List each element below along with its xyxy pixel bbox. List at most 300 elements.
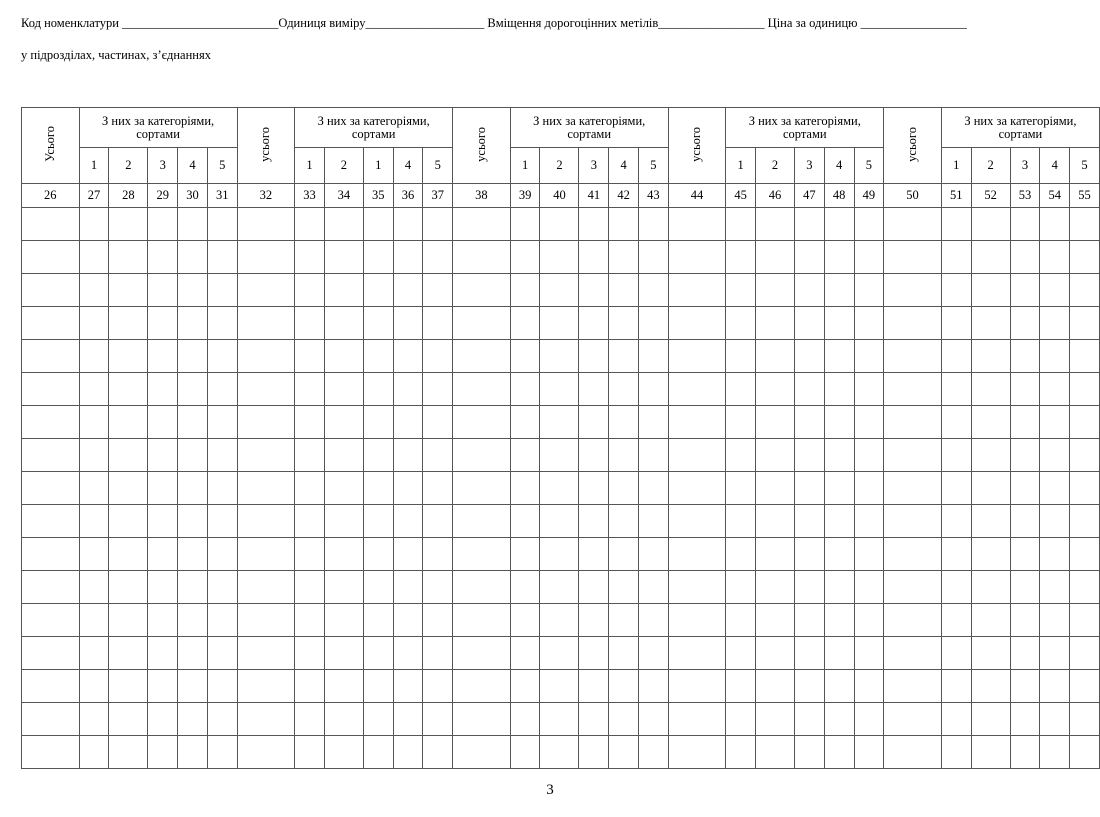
- entry-cell[interactable]: [363, 439, 393, 472]
- entry-cell[interactable]: [579, 736, 609, 769]
- entry-cell[interactable]: [393, 505, 423, 538]
- entry-cell[interactable]: [148, 604, 178, 637]
- entry-cell[interactable]: [295, 472, 325, 505]
- entry-cell[interactable]: [824, 604, 854, 637]
- entry-cell[interactable]: [453, 472, 511, 505]
- entry-cell[interactable]: [324, 208, 363, 241]
- entry-cell[interactable]: [668, 373, 726, 406]
- entry-cell[interactable]: [393, 538, 423, 571]
- entry-cell[interactable]: [148, 208, 178, 241]
- entry-cell[interactable]: [178, 340, 208, 373]
- entry-cell[interactable]: [824, 736, 854, 769]
- entry-cell[interactable]: [668, 472, 726, 505]
- entry-cell[interactable]: [884, 439, 942, 472]
- entry-cell[interactable]: [854, 373, 884, 406]
- entry-cell[interactable]: [1010, 439, 1040, 472]
- entry-cell[interactable]: [324, 274, 363, 307]
- entry-cell[interactable]: [453, 604, 511, 637]
- entry-cell[interactable]: [453, 637, 511, 670]
- entry-cell[interactable]: [884, 241, 942, 274]
- entry-cell[interactable]: [884, 571, 942, 604]
- entry-cell[interactable]: [207, 670, 237, 703]
- entry-cell[interactable]: [609, 472, 639, 505]
- entry-cell[interactable]: [668, 736, 726, 769]
- entry-cell[interactable]: [540, 439, 579, 472]
- entry-cell[interactable]: [941, 670, 971, 703]
- entry-cell[interactable]: [579, 406, 609, 439]
- entry-cell[interactable]: [824, 703, 854, 736]
- entry-cell[interactable]: [178, 571, 208, 604]
- entry-cell[interactable]: [609, 604, 639, 637]
- entry-cell[interactable]: [324, 571, 363, 604]
- entry-cell[interactable]: [79, 736, 109, 769]
- entry-cell[interactable]: [726, 340, 756, 373]
- entry-cell[interactable]: [393, 736, 423, 769]
- entry-cell[interactable]: [884, 736, 942, 769]
- entry-cell[interactable]: [638, 373, 668, 406]
- entry-cell[interactable]: [207, 472, 237, 505]
- entry-cell[interactable]: [726, 373, 756, 406]
- entry-cell[interactable]: [756, 637, 795, 670]
- entry-cell[interactable]: [1070, 208, 1100, 241]
- entry-cell[interactable]: [178, 703, 208, 736]
- entry-cell[interactable]: [423, 670, 453, 703]
- entry-cell[interactable]: [109, 505, 148, 538]
- entry-cell[interactable]: [22, 439, 80, 472]
- entry-cell[interactable]: [1040, 208, 1070, 241]
- entry-cell[interactable]: [393, 670, 423, 703]
- entry-cell[interactable]: [393, 208, 423, 241]
- entry-cell[interactable]: [423, 439, 453, 472]
- entry-cell[interactable]: [324, 373, 363, 406]
- entry-cell[interactable]: [884, 538, 942, 571]
- entry-cell[interactable]: [579, 373, 609, 406]
- entry-cell[interactable]: [178, 604, 208, 637]
- entry-cell[interactable]: [22, 373, 80, 406]
- entry-cell[interactable]: [1040, 670, 1070, 703]
- entry-cell[interactable]: [79, 307, 109, 340]
- entry-cell[interactable]: [453, 241, 511, 274]
- entry-cell[interactable]: [109, 340, 148, 373]
- entry-cell[interactable]: [668, 703, 726, 736]
- entry-cell[interactable]: [854, 340, 884, 373]
- entry-cell[interactable]: [22, 670, 80, 703]
- entry-cell[interactable]: [148, 637, 178, 670]
- entry-cell[interactable]: [638, 505, 668, 538]
- entry-cell[interactable]: [668, 340, 726, 373]
- entry-cell[interactable]: [79, 538, 109, 571]
- entry-cell[interactable]: [109, 637, 148, 670]
- entry-cell[interactable]: [795, 274, 825, 307]
- entry-cell[interactable]: [453, 340, 511, 373]
- entry-cell[interactable]: [109, 373, 148, 406]
- entry-cell[interactable]: [207, 571, 237, 604]
- entry-cell[interactable]: [237, 670, 295, 703]
- entry-cell[interactable]: [178, 505, 208, 538]
- entry-cell[interactable]: [453, 406, 511, 439]
- entry-cell[interactable]: [237, 571, 295, 604]
- entry-cell[interactable]: [363, 307, 393, 340]
- entry-cell[interactable]: [971, 439, 1010, 472]
- entry-cell[interactable]: [109, 406, 148, 439]
- entry-cell[interactable]: [1010, 703, 1040, 736]
- entry-cell[interactable]: [971, 274, 1010, 307]
- entry-cell[interactable]: [854, 736, 884, 769]
- entry-cell[interactable]: [207, 241, 237, 274]
- entry-cell[interactable]: [324, 736, 363, 769]
- entry-cell[interactable]: [540, 637, 579, 670]
- entry-cell[interactable]: [756, 505, 795, 538]
- entry-cell[interactable]: [207, 307, 237, 340]
- entry-cell[interactable]: [207, 538, 237, 571]
- entry-cell[interactable]: [109, 604, 148, 637]
- entry-cell[interactable]: [1040, 703, 1070, 736]
- entry-cell[interactable]: [824, 307, 854, 340]
- entry-cell[interactable]: [726, 406, 756, 439]
- entry-cell[interactable]: [795, 340, 825, 373]
- entry-cell[interactable]: [941, 340, 971, 373]
- entry-cell[interactable]: [540, 670, 579, 703]
- entry-cell[interactable]: [884, 307, 942, 340]
- entry-cell[interactable]: [1070, 538, 1100, 571]
- entry-cell[interactable]: [363, 373, 393, 406]
- entry-cell[interactable]: [79, 340, 109, 373]
- entry-cell[interactable]: [237, 637, 295, 670]
- entry-cell[interactable]: [1010, 736, 1040, 769]
- entry-cell[interactable]: [1070, 472, 1100, 505]
- entry-cell[interactable]: [824, 439, 854, 472]
- entry-cell[interactable]: [1040, 373, 1070, 406]
- entry-cell[interactable]: [79, 241, 109, 274]
- entry-cell[interactable]: [1070, 274, 1100, 307]
- entry-cell[interactable]: [941, 736, 971, 769]
- entry-cell[interactable]: [609, 637, 639, 670]
- entry-cell[interactable]: [884, 340, 942, 373]
- entry-cell[interactable]: [363, 340, 393, 373]
- entry-cell[interactable]: [726, 703, 756, 736]
- entry-cell[interactable]: [795, 241, 825, 274]
- entry-cell[interactable]: [1040, 604, 1070, 637]
- entry-cell[interactable]: [609, 538, 639, 571]
- entry-cell[interactable]: [668, 307, 726, 340]
- entry-cell[interactable]: [971, 307, 1010, 340]
- entry-cell[interactable]: [726, 637, 756, 670]
- entry-cell[interactable]: [854, 505, 884, 538]
- entry-cell[interactable]: [1010, 406, 1040, 439]
- entry-cell[interactable]: [295, 670, 325, 703]
- entry-cell[interactable]: [1010, 538, 1040, 571]
- entry-cell[interactable]: [363, 604, 393, 637]
- entry-cell[interactable]: [756, 670, 795, 703]
- entry-cell[interactable]: [540, 340, 579, 373]
- entry-cell[interactable]: [148, 505, 178, 538]
- entry-cell[interactable]: [109, 307, 148, 340]
- entry-cell[interactable]: [668, 604, 726, 637]
- entry-cell[interactable]: [178, 670, 208, 703]
- entry-cell[interactable]: [756, 373, 795, 406]
- entry-cell[interactable]: [795, 307, 825, 340]
- entry-cell[interactable]: [423, 604, 453, 637]
- entry-cell[interactable]: [854, 703, 884, 736]
- entry-cell[interactable]: [393, 274, 423, 307]
- entry-cell[interactable]: [941, 406, 971, 439]
- entry-cell[interactable]: [668, 637, 726, 670]
- entry-cell[interactable]: [756, 472, 795, 505]
- entry-cell[interactable]: [540, 571, 579, 604]
- entry-cell[interactable]: [295, 340, 325, 373]
- entry-cell[interactable]: [795, 637, 825, 670]
- entry-cell[interactable]: [1010, 670, 1040, 703]
- entry-cell[interactable]: [453, 307, 511, 340]
- entry-cell[interactable]: [237, 274, 295, 307]
- entry-cell[interactable]: [971, 670, 1010, 703]
- entry-cell[interactable]: [510, 637, 540, 670]
- entry-cell[interactable]: [393, 439, 423, 472]
- entry-cell[interactable]: [854, 571, 884, 604]
- entry-cell[interactable]: [324, 703, 363, 736]
- entry-cell[interactable]: [109, 208, 148, 241]
- entry-cell[interactable]: [795, 736, 825, 769]
- entry-cell[interactable]: [109, 472, 148, 505]
- entry-cell[interactable]: [795, 439, 825, 472]
- entry-cell[interactable]: [324, 340, 363, 373]
- entry-cell[interactable]: [324, 505, 363, 538]
- entry-cell[interactable]: [884, 670, 942, 703]
- entry-cell[interactable]: [1040, 736, 1070, 769]
- entry-cell[interactable]: [324, 406, 363, 439]
- entry-cell[interactable]: [22, 472, 80, 505]
- entry-cell[interactable]: [884, 274, 942, 307]
- entry-cell[interactable]: [854, 406, 884, 439]
- entry-cell[interactable]: [854, 538, 884, 571]
- entry-cell[interactable]: [207, 208, 237, 241]
- entry-cell[interactable]: [79, 703, 109, 736]
- entry-cell[interactable]: [453, 373, 511, 406]
- entry-cell[interactable]: [393, 637, 423, 670]
- entry-cell[interactable]: [148, 439, 178, 472]
- entry-cell[interactable]: [579, 208, 609, 241]
- entry-cell[interactable]: [884, 703, 942, 736]
- entry-cell[interactable]: [510, 538, 540, 571]
- entry-cell[interactable]: [148, 670, 178, 703]
- entry-cell[interactable]: [609, 571, 639, 604]
- entry-cell[interactable]: [756, 340, 795, 373]
- entry-cell[interactable]: [1010, 637, 1040, 670]
- entry-cell[interactable]: [540, 406, 579, 439]
- entry-cell[interactable]: [854, 604, 884, 637]
- entry-cell[interactable]: [207, 373, 237, 406]
- entry-cell[interactable]: [824, 274, 854, 307]
- entry-cell[interactable]: [638, 637, 668, 670]
- entry-cell[interactable]: [941, 604, 971, 637]
- entry-cell[interactable]: [423, 703, 453, 736]
- entry-cell[interactable]: [638, 439, 668, 472]
- entry-cell[interactable]: [971, 241, 1010, 274]
- entry-cell[interactable]: [79, 637, 109, 670]
- entry-cell[interactable]: [363, 241, 393, 274]
- entry-cell[interactable]: [148, 736, 178, 769]
- entry-cell[interactable]: [1040, 241, 1070, 274]
- entry-cell[interactable]: [1010, 505, 1040, 538]
- entry-cell[interactable]: [22, 637, 80, 670]
- entry-cell[interactable]: [178, 472, 208, 505]
- entry-cell[interactable]: [884, 505, 942, 538]
- entry-cell[interactable]: [79, 472, 109, 505]
- entry-cell[interactable]: [941, 505, 971, 538]
- entry-cell[interactable]: [207, 736, 237, 769]
- entry-cell[interactable]: [22, 406, 80, 439]
- entry-cell[interactable]: [207, 340, 237, 373]
- entry-cell[interactable]: [207, 604, 237, 637]
- entry-cell[interactable]: [423, 274, 453, 307]
- entry-cell[interactable]: [1040, 538, 1070, 571]
- entry-cell[interactable]: [148, 703, 178, 736]
- entry-cell[interactable]: [579, 340, 609, 373]
- entry-cell[interactable]: [393, 703, 423, 736]
- entry-cell[interactable]: [1040, 439, 1070, 472]
- entry-cell[interactable]: [1070, 637, 1100, 670]
- entry-cell[interactable]: [609, 670, 639, 703]
- entry-cell[interactable]: [540, 472, 579, 505]
- entry-cell[interactable]: [1010, 472, 1040, 505]
- entry-cell[interactable]: [756, 241, 795, 274]
- entry-cell[interactable]: [756, 538, 795, 571]
- entry-cell[interactable]: [609, 340, 639, 373]
- entry-cell[interactable]: [295, 241, 325, 274]
- entry-cell[interactable]: [941, 703, 971, 736]
- entry-cell[interactable]: [1010, 340, 1040, 373]
- entry-cell[interactable]: [363, 736, 393, 769]
- entry-cell[interactable]: [579, 670, 609, 703]
- entry-cell[interactable]: [79, 373, 109, 406]
- entry-cell[interactable]: [148, 571, 178, 604]
- entry-cell[interactable]: [638, 604, 668, 637]
- entry-cell[interactable]: [79, 604, 109, 637]
- entry-cell[interactable]: [1010, 571, 1040, 604]
- entry-cell[interactable]: [178, 373, 208, 406]
- entry-cell[interactable]: [22, 340, 80, 373]
- entry-cell[interactable]: [756, 571, 795, 604]
- entry-cell[interactable]: [1040, 637, 1070, 670]
- entry-cell[interactable]: [453, 439, 511, 472]
- entry-cell[interactable]: [756, 703, 795, 736]
- entry-cell[interactable]: [109, 571, 148, 604]
- entry-cell[interactable]: [668, 208, 726, 241]
- entry-cell[interactable]: [756, 208, 795, 241]
- entry-cell[interactable]: [941, 274, 971, 307]
- entry-cell[interactable]: [295, 307, 325, 340]
- entry-cell[interactable]: [638, 736, 668, 769]
- entry-cell[interactable]: [1040, 307, 1070, 340]
- entry-cell[interactable]: [423, 307, 453, 340]
- entry-cell[interactable]: [295, 538, 325, 571]
- entry-cell[interactable]: [109, 538, 148, 571]
- entry-cell[interactable]: [423, 571, 453, 604]
- entry-cell[interactable]: [854, 637, 884, 670]
- entry-cell[interactable]: [79, 406, 109, 439]
- entry-cell[interactable]: [824, 637, 854, 670]
- entry-cell[interactable]: [295, 208, 325, 241]
- entry-cell[interactable]: [726, 505, 756, 538]
- entry-cell[interactable]: [237, 505, 295, 538]
- entry-cell[interactable]: [941, 472, 971, 505]
- entry-cell[interactable]: [638, 571, 668, 604]
- entry-cell[interactable]: [609, 703, 639, 736]
- entry-cell[interactable]: [638, 703, 668, 736]
- entry-cell[interactable]: [237, 208, 295, 241]
- entry-cell[interactable]: [668, 439, 726, 472]
- entry-cell[interactable]: [579, 505, 609, 538]
- entry-cell[interactable]: [609, 406, 639, 439]
- entry-cell[interactable]: [423, 637, 453, 670]
- entry-cell[interactable]: [510, 340, 540, 373]
- entry-cell[interactable]: [609, 241, 639, 274]
- entry-cell[interactable]: [540, 538, 579, 571]
- entry-cell[interactable]: [393, 340, 423, 373]
- entry-cell[interactable]: [393, 406, 423, 439]
- entry-cell[interactable]: [1040, 406, 1070, 439]
- entry-cell[interactable]: [609, 439, 639, 472]
- entry-cell[interactable]: [638, 307, 668, 340]
- entry-cell[interactable]: [22, 274, 80, 307]
- entry-cell[interactable]: [295, 505, 325, 538]
- entry-cell[interactable]: [540, 307, 579, 340]
- entry-cell[interactable]: [1010, 604, 1040, 637]
- entry-cell[interactable]: [609, 736, 639, 769]
- entry-cell[interactable]: [510, 439, 540, 472]
- entry-cell[interactable]: [1010, 307, 1040, 340]
- entry-cell[interactable]: [148, 274, 178, 307]
- entry-cell[interactable]: [1040, 340, 1070, 373]
- entry-cell[interactable]: [884, 208, 942, 241]
- entry-cell[interactable]: [726, 736, 756, 769]
- entry-cell[interactable]: [824, 406, 854, 439]
- entry-cell[interactable]: [795, 670, 825, 703]
- entry-cell[interactable]: [795, 604, 825, 637]
- entry-cell[interactable]: [423, 505, 453, 538]
- entry-cell[interactable]: [1070, 670, 1100, 703]
- entry-cell[interactable]: [109, 439, 148, 472]
- entry-cell[interactable]: [79, 571, 109, 604]
- entry-cell[interactable]: [971, 340, 1010, 373]
- entry-cell[interactable]: [726, 538, 756, 571]
- entry-cell[interactable]: [1040, 505, 1070, 538]
- entry-cell[interactable]: [22, 736, 80, 769]
- entry-cell[interactable]: [237, 703, 295, 736]
- entry-cell[interactable]: [1070, 505, 1100, 538]
- entry-cell[interactable]: [795, 472, 825, 505]
- entry-cell[interactable]: [1070, 703, 1100, 736]
- entry-cell[interactable]: [726, 604, 756, 637]
- entry-cell[interactable]: [324, 439, 363, 472]
- entry-cell[interactable]: [148, 472, 178, 505]
- entry-cell[interactable]: [824, 538, 854, 571]
- entry-cell[interactable]: [795, 703, 825, 736]
- entry-cell[interactable]: [756, 736, 795, 769]
- entry-cell[interactable]: [363, 703, 393, 736]
- entry-cell[interactable]: [324, 472, 363, 505]
- entry-cell[interactable]: [540, 604, 579, 637]
- entry-cell[interactable]: [1070, 406, 1100, 439]
- entry-cell[interactable]: [22, 703, 80, 736]
- entry-cell[interactable]: [207, 637, 237, 670]
- entry-cell[interactable]: [540, 703, 579, 736]
- entry-cell[interactable]: [795, 373, 825, 406]
- entry-cell[interactable]: [295, 571, 325, 604]
- entry-cell[interactable]: [638, 538, 668, 571]
- entry-cell[interactable]: [1070, 439, 1100, 472]
- entry-cell[interactable]: [79, 439, 109, 472]
